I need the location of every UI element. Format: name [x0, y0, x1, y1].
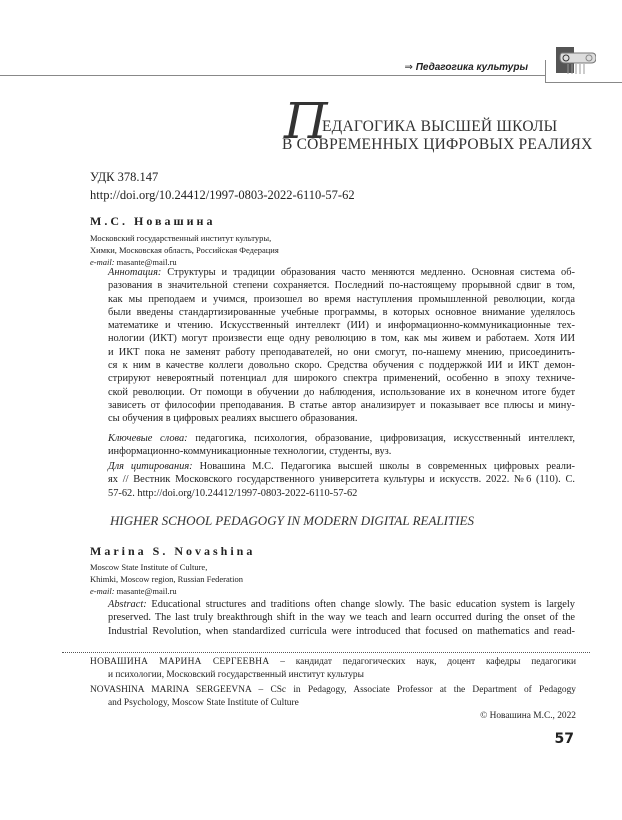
title-en: HIGHER SCHOOL PEDAGOGY IN MODERN DIGITAL REALITIES — [110, 513, 474, 528]
abstract-label: Аннотация: — [108, 267, 162, 278]
page-number: 57 — [554, 731, 574, 747]
affiliation-line: Московский государственный институт культуры, — [90, 233, 272, 243]
abstract-line: Educational structures and traditions often change slowly. The basic education system is largely — [151, 599, 575, 610]
abstract-line: как мы преподаем и учимся, произошел во время наступления промышленной революции, когда — [108, 293, 575, 305]
keywords-line: информационно-коммуникационные технологии, студенты, вуз. — [108, 446, 392, 458]
title-line-1: ЕДАГОГИКА ВЫСШЕЙ ШКОЛЫ — [322, 118, 558, 135]
column-logo-icon — [556, 47, 596, 80]
footnote-en — [90, 684, 576, 710]
citation-line: Новашина М.С. Педагогика высшей школы в современных цифровых реали- — [199, 461, 575, 472]
udk: УДК 378.147 — [90, 170, 159, 184]
abstract-line: сы обучения в цифровых реалиях высшего образования. — [108, 413, 358, 425]
footnote-divider — [62, 652, 590, 653]
affiliation-line: Moscow State Institute of Culture, — [90, 562, 208, 572]
citation-line: ях // Вестник Московского государственного университета культуры и искусств. 2022. №6 (110). С. — [108, 474, 575, 486]
abstract-ru — [108, 266, 575, 426]
email-label: e-mail: — [90, 586, 115, 596]
abstract-line: preserved. The last truly breakthrough shift in the way we teach and learn occurred during the onset of the — [108, 612, 575, 624]
doi-link[interactable]: http://doi.org/10.24412/1997-0803-2022-6110-57-62 — [90, 188, 355, 202]
abstract-line: ся к ним в качестве коллеги довольно скоро. Средства обучения с поддержкой ИИ и ИКТ демон- — [108, 360, 575, 372]
affiliation-line: Khimki, Moscow region, Russian Federation — [90, 574, 243, 584]
footnote-ru — [90, 656, 576, 682]
abstract-line: разования в значительной степени сохраняется. Последний по-настоящему прорывной сдвиг в том, — [108, 280, 575, 292]
footnote-text: – CSc in Pedagogy, Associate Professor at the Department of Pedagogy — [251, 685, 576, 695]
abstract-line: ской революции. От помощи в обучении до наблюдения, использование их в конечном итоге будет — [108, 386, 575, 398]
citation-label: Для цитирования: — [108, 461, 193, 472]
abstract-line: Структуры и традиции образования часто меняются медленно. Основная система об- — [167, 267, 575, 278]
abstract-line: стрируют невероятный потенциал для широкого спектра применений, особенно в эпоху техниче- — [108, 373, 575, 385]
keywords-line: педагогика, психология, образование, цифровизация, искусственный интеллект, — [195, 433, 575, 444]
abstract-label: Abstract: — [108, 599, 147, 610]
keywords-label: Ключевые слова: — [108, 433, 188, 444]
header-rule — [0, 75, 545, 76]
email-link[interactable]: masante@mail.ru — [116, 586, 177, 596]
footnote-text: и психологии, Московский государственный институт культуры — [108, 670, 364, 680]
affiliation-line: Химки, Московская область, Российская Федерация — [90, 245, 279, 255]
abstract-line: нологии (ИКТ) могут произвести еще одну революцию в том, как мы живем и работаем. Хотя ИИ — [108, 333, 575, 345]
citation — [108, 460, 575, 500]
section-name: Педагогика культуры — [415, 62, 528, 73]
author-affiliation-ru — [90, 232, 279, 268]
footnote-name: НОВАШИНА МАРИНА СЕРГЕЕВНА — [90, 657, 270, 667]
email-label: e-mail: — [90, 257, 115, 267]
abstract-line: математике и чтению. Искусственный интеллект (ИИ) и информационно-коммуникационные тех- — [108, 320, 575, 332]
footnote-name: NOVASHINA MARINA SERGEEVNA — [90, 685, 252, 695]
copyright: © Новашина М.С., 2022 — [480, 711, 576, 721]
abstract-line: Industrial Revolution, when standardized curricula were introduced that focused on mathematics and read- — [108, 625, 575, 637]
title-initial: П — [284, 92, 328, 150]
title-line-2: В СОВРЕМЕННЫХ ЦИФРОВЫХ РЕАЛИЯХ — [282, 136, 593, 153]
footnote-text: and Psychology, Moscow State Institute of Culture — [108, 698, 299, 708]
running-header — [380, 62, 528, 73]
author-affiliation-en — [90, 561, 243, 597]
author-name-ru: М.С. Новашина — [90, 214, 216, 228]
keywords-ru — [108, 432, 575, 459]
footnote-text: – кандидат педагогических наук, доцент кафедры педагогики — [269, 657, 576, 667]
arrow-icon: ⇒ — [404, 62, 413, 73]
abstract-line: и ИКТ пока не заменят работу преподавателей, но они смогут, по-нашему мнению, присоединить- — [108, 346, 575, 358]
abstract-line: были введены стандартизированные учебные программы, в которых основное внимание уделялось — [108, 306, 575, 318]
abstract-en — [108, 598, 575, 638]
abstract-line: зависеть от философии преподавания. В статье автор анализирует и показывает все плюсы и мину- — [108, 399, 575, 411]
author-name-en: Marina S. Novashina — [90, 544, 256, 558]
citation-line: 57-62. http://doi.org/10.24412/1997-0803-2022-6110-57-62 — [108, 487, 358, 499]
email-link[interactable]: masante@mail.ru — [116, 257, 177, 267]
